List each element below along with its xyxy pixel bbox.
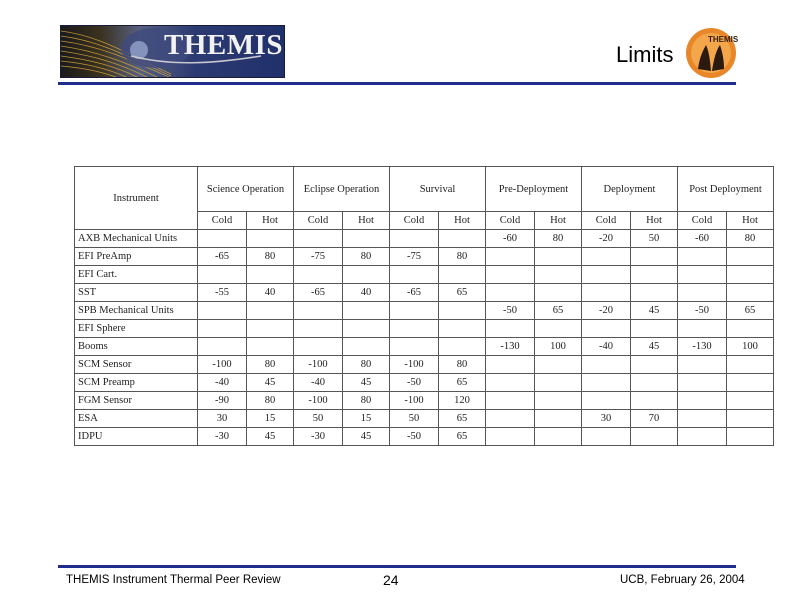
header-row-groups <box>75 167 774 212</box>
limit-cell <box>535 392 582 410</box>
limit-cell <box>727 266 774 284</box>
limit-cell <box>727 410 774 428</box>
limit-cell <box>631 248 678 266</box>
instrument-name: SPB Mechanical Units <box>75 302 198 320</box>
subheader-cell: Hot <box>535 212 582 230</box>
table-row <box>75 392 774 410</box>
instrument-name: Booms <box>75 338 198 356</box>
limit-cell <box>247 302 294 320</box>
limit-cell <box>727 374 774 392</box>
limit-cell <box>727 356 774 374</box>
limit-cell <box>439 320 486 338</box>
limit-cell <box>486 266 535 284</box>
limit-cell: -100 <box>294 392 343 410</box>
limit-cell: -100 <box>294 356 343 374</box>
instrument-name: SST <box>75 284 198 302</box>
limit-cell <box>582 248 631 266</box>
themis-badge-icon <box>684 27 738 79</box>
limit-cell <box>486 392 535 410</box>
table-row <box>75 248 774 266</box>
limit-cell <box>247 338 294 356</box>
footer-rule <box>58 565 736 568</box>
limit-cell <box>247 266 294 284</box>
subheader-cell: Cold <box>486 212 535 230</box>
limit-cell <box>343 230 390 248</box>
limit-cell: -40 <box>294 374 343 392</box>
limit-cell <box>727 320 774 338</box>
limit-cell: 45 <box>247 374 294 392</box>
limit-cell: -130 <box>486 338 535 356</box>
limit-cell <box>294 266 343 284</box>
limit-cell <box>631 374 678 392</box>
table-row <box>75 320 774 338</box>
limit-cell <box>294 302 343 320</box>
limit-cell <box>535 320 582 338</box>
limits-table <box>74 166 774 446</box>
limit-cell <box>678 428 727 446</box>
limit-cell <box>439 266 486 284</box>
limit-cell <box>198 230 247 248</box>
limit-cell <box>535 410 582 428</box>
limit-cell: 45 <box>343 428 390 446</box>
limit-cell: 80 <box>247 248 294 266</box>
limit-cell: 65 <box>727 302 774 320</box>
limit-cell: -100 <box>390 356 439 374</box>
instrument-name: IDPU <box>75 428 198 446</box>
limit-cell <box>390 230 439 248</box>
limit-cell: 50 <box>631 230 678 248</box>
limit-cell <box>390 320 439 338</box>
limit-cell <box>198 266 247 284</box>
subheader-cell: Hot <box>631 212 678 230</box>
limit-cell: -65 <box>390 284 439 302</box>
limit-cell: 120 <box>439 392 486 410</box>
limit-cell: 80 <box>247 356 294 374</box>
limit-cell <box>631 284 678 302</box>
limit-cell <box>486 248 535 266</box>
limit-cell: -75 <box>294 248 343 266</box>
badge-text: THEMIS <box>708 35 738 44</box>
limit-cell <box>582 392 631 410</box>
limit-cell: -60 <box>486 230 535 248</box>
limit-cell <box>198 320 247 338</box>
limit-cell: 80 <box>439 356 486 374</box>
table-row <box>75 302 774 320</box>
limit-cell: 40 <box>247 284 294 302</box>
limit-cell <box>631 320 678 338</box>
limit-cell: 45 <box>631 338 678 356</box>
footer-left-text: THEMIS Instrument Thermal Peer Review <box>66 574 281 586</box>
limit-cell <box>343 266 390 284</box>
limit-cell: -20 <box>582 230 631 248</box>
subheader-cell: Hot <box>439 212 486 230</box>
subheader-cell: Cold <box>294 212 343 230</box>
subheader-cell: Cold <box>582 212 631 230</box>
limit-cell <box>678 248 727 266</box>
limit-cell: 100 <box>727 338 774 356</box>
limit-cell: -40 <box>582 338 631 356</box>
limit-cell <box>535 356 582 374</box>
limit-cell: 50 <box>294 410 343 428</box>
limit-cell: 30 <box>582 410 631 428</box>
instrument-header: Instrument <box>75 167 198 230</box>
limit-cell: 45 <box>631 302 678 320</box>
subheader-cell: Hot <box>727 212 774 230</box>
limit-cell: 65 <box>439 428 486 446</box>
limit-cell <box>390 338 439 356</box>
limit-cell: 65 <box>439 410 486 428</box>
limit-cell: 65 <box>535 302 582 320</box>
limit-cell <box>486 284 535 302</box>
page-number: 24 <box>383 572 399 588</box>
limit-cell: -20 <box>582 302 631 320</box>
limit-cell: -55 <box>198 284 247 302</box>
limit-cell: 45 <box>343 374 390 392</box>
limit-cell <box>535 428 582 446</box>
limit-cell <box>678 392 727 410</box>
limit-cell: -75 <box>390 248 439 266</box>
limit-cell <box>582 428 631 446</box>
header-rule <box>58 82 736 85</box>
subheader-cell: Hot <box>247 212 294 230</box>
table-row <box>75 356 774 374</box>
table-row <box>75 374 774 392</box>
limit-cell <box>631 356 678 374</box>
limit-cell <box>535 266 582 284</box>
limit-cell <box>582 320 631 338</box>
limit-cell <box>343 320 390 338</box>
limit-cell <box>390 302 439 320</box>
limit-cell: -90 <box>198 392 247 410</box>
limit-cell <box>390 266 439 284</box>
limit-cell: 80 <box>343 392 390 410</box>
limit-cell: -30 <box>198 428 247 446</box>
limit-cell <box>678 410 727 428</box>
limit-cell: -65 <box>294 284 343 302</box>
logo-text: THEMIS <box>164 29 284 61</box>
instrument-name: SCM Preamp <box>75 374 198 392</box>
limit-cell: -30 <box>294 428 343 446</box>
themis-logo <box>60 25 285 78</box>
limit-cell: 80 <box>343 356 390 374</box>
limit-cell <box>582 266 631 284</box>
table-row <box>75 428 774 446</box>
instrument-name: EFI Sphere <box>75 320 198 338</box>
limit-cell <box>486 410 535 428</box>
limit-cell: 40 <box>343 284 390 302</box>
limit-cell <box>582 374 631 392</box>
footer-date: UCB, February 26, 2004 <box>620 574 745 586</box>
limit-cell: -50 <box>390 428 439 446</box>
limit-cell <box>486 428 535 446</box>
limit-cell <box>439 338 486 356</box>
limit-cell: 30 <box>198 410 247 428</box>
limit-cell <box>678 266 727 284</box>
limit-cell: -100 <box>198 356 247 374</box>
instrument-name: EFI PreAmp <box>75 248 198 266</box>
group-header: Deployment <box>582 167 678 212</box>
limit-cell: 15 <box>247 410 294 428</box>
limit-cell <box>678 374 727 392</box>
subheader-cell: Hot <box>343 212 390 230</box>
instrument-name: ESA <box>75 410 198 428</box>
limit-cell <box>727 284 774 302</box>
limit-cell: -50 <box>486 302 535 320</box>
limit-cell <box>294 230 343 248</box>
limit-cell <box>486 320 535 338</box>
limit-cell: 80 <box>247 392 294 410</box>
limit-cell <box>678 284 727 302</box>
limit-cell: -40 <box>198 374 247 392</box>
limit-cell <box>294 338 343 356</box>
limit-cell <box>631 392 678 410</box>
limit-cell: 15 <box>343 410 390 428</box>
limit-cell <box>343 302 390 320</box>
limit-cell <box>582 356 631 374</box>
limit-cell: 65 <box>439 374 486 392</box>
limit-cell <box>631 266 678 284</box>
limit-cell <box>486 356 535 374</box>
page-title: Limits <box>616 42 674 67</box>
instrument-name: EFI Cart. <box>75 266 198 284</box>
subheader-cell: Cold <box>390 212 439 230</box>
limit-cell <box>582 284 631 302</box>
group-header: Pre-Deployment <box>486 167 582 212</box>
table-row <box>75 230 774 248</box>
subheader-cell: Cold <box>678 212 727 230</box>
limit-cell: 70 <box>631 410 678 428</box>
limit-cell: -100 <box>390 392 439 410</box>
group-header: Survival <box>390 167 486 212</box>
table-row <box>75 284 774 302</box>
limit-cell: -50 <box>390 374 439 392</box>
limit-cell <box>198 338 247 356</box>
table-row <box>75 266 774 284</box>
limit-cell <box>198 302 247 320</box>
limit-cell <box>343 338 390 356</box>
limit-cell <box>727 428 774 446</box>
limit-cell: 100 <box>535 338 582 356</box>
limit-cell <box>439 230 486 248</box>
limit-cell <box>727 392 774 410</box>
subheader-cell: Cold <box>198 212 247 230</box>
group-header: Eclipse Operation <box>294 167 390 212</box>
limit-cell: 80 <box>535 230 582 248</box>
group-header: Science Operation <box>198 167 294 212</box>
limit-cell <box>247 230 294 248</box>
limit-cell <box>486 374 535 392</box>
limit-cell: 45 <box>247 428 294 446</box>
limit-cell: -60 <box>678 230 727 248</box>
limit-cell: -130 <box>678 338 727 356</box>
limit-cell: 80 <box>343 248 390 266</box>
instrument-name: AXB Mechanical Units <box>75 230 198 248</box>
limit-cell <box>678 356 727 374</box>
limit-cell: -50 <box>678 302 727 320</box>
limit-cell: 65 <box>439 284 486 302</box>
table-row <box>75 410 774 428</box>
limit-cell: 80 <box>727 230 774 248</box>
limit-cell <box>247 320 294 338</box>
instrument-name: FGM Sensor <box>75 392 198 410</box>
limit-cell: -65 <box>198 248 247 266</box>
instrument-name: SCM Sensor <box>75 356 198 374</box>
limit-cell <box>439 302 486 320</box>
limit-cell <box>727 248 774 266</box>
group-header: Post Deployment <box>678 167 774 212</box>
limit-cell <box>535 248 582 266</box>
limit-cell <box>294 320 343 338</box>
table-row <box>75 338 774 356</box>
limit-cell <box>535 284 582 302</box>
limit-cell: 80 <box>439 248 486 266</box>
limit-cell: 50 <box>390 410 439 428</box>
limit-cell <box>678 320 727 338</box>
limit-cell <box>631 428 678 446</box>
limit-cell <box>535 374 582 392</box>
